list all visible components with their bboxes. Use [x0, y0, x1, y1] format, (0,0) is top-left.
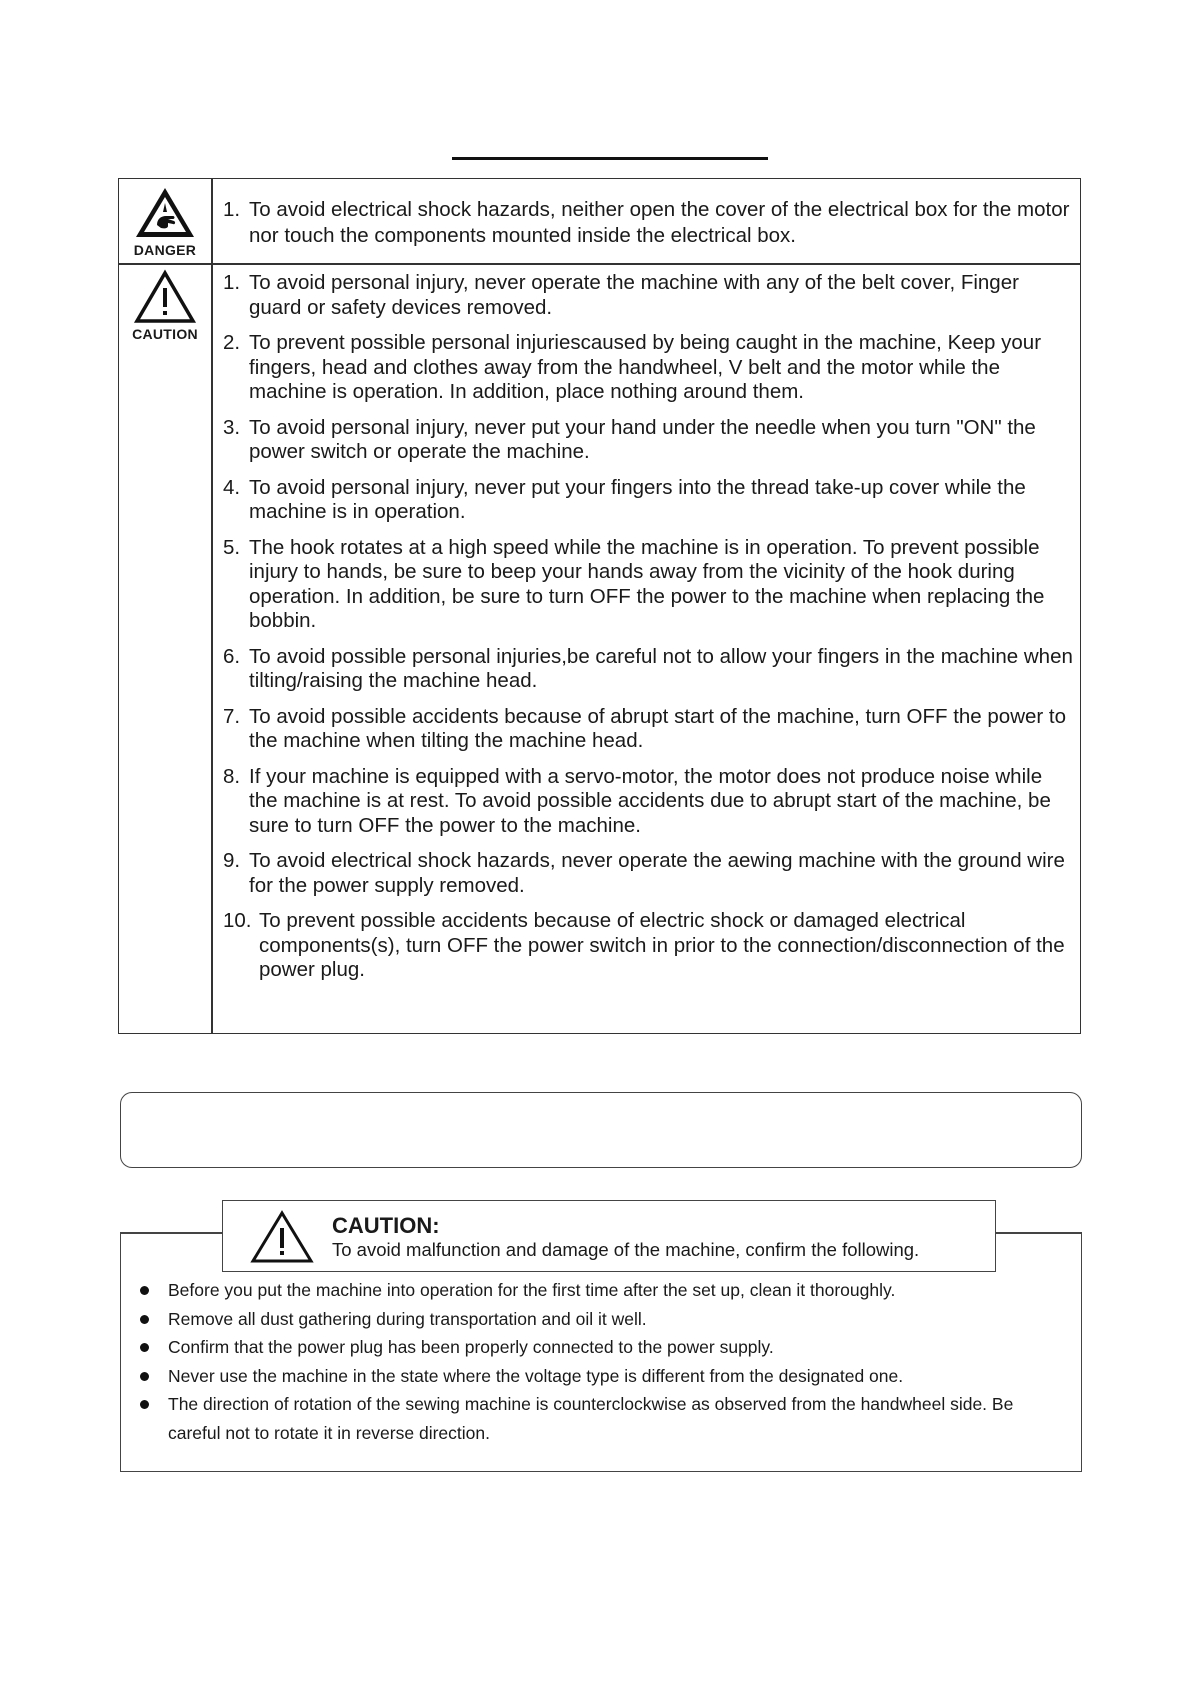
- item-text: To avoid possible personal injuries,be careful not to allow your fingers in the machine when tilting/raising the machine head.: [249, 644, 1073, 692]
- row-divider: [119, 263, 1080, 265]
- item-number: 6.: [223, 644, 241, 668]
- caution-header: [222, 1200, 996, 1272]
- column-divider: [211, 179, 213, 1033]
- item-number: 3.: [223, 415, 241, 439]
- item-text: To avoid personal injury, never put your fingers into the thread take-up cover while the machine is in operation.: [249, 475, 1026, 523]
- caution-item: [223, 645, 1075, 694]
- item-text: To prevent possible personal injuriescaused by being caught in the machine, Keep your fingers, head and clothes away from the handwheel, V belt and the motor while the machine is operation. In addition, place nothing around them.: [249, 331, 1042, 403]
- item-text: The hook rotates at a high speed while the machine is in operation. To prevent possible injury to hands, be sure to beep your hands away from the vicinity of the hook during operation. In addition, be sure to turn OFF the power to the machine when replacing the bobbin.: [249, 535, 1045, 632]
- item-number: 1.: [223, 271, 241, 294]
- item-number: 8.: [223, 764, 241, 788]
- danger-label: DANGER: [133, 242, 197, 258]
- caution-sign: [119, 269, 211, 342]
- caution-list: [223, 271, 1075, 994]
- caution-item: [223, 331, 1075, 405]
- caution-item: [223, 476, 1075, 525]
- checklist: [138, 1276, 1068, 1447]
- item-text: To avoid electrical shock hazards, neither open the cover of the electrical box for the motor nor touch the components mounted inside the electrical box.: [249, 198, 1070, 247]
- caution-subtitle: To avoid malfunction and damage of the machine, confirm the following.: [332, 1239, 920, 1260]
- item-number: 1.: [223, 198, 241, 221]
- empty-banner-box: [120, 1092, 1082, 1168]
- caution-title: CAUTION:: [332, 1213, 440, 1238]
- item-text: To avoid personal injury, never put your hand under the needle when you turn "ON" the power switch or operate the machine.: [249, 415, 1036, 463]
- danger-hand-warning-icon: [133, 185, 197, 241]
- item-text: To prevent possible accidents because of electric shock or damaged electrical components(s), turn OFF the power switch in prior to the connection/disconnection of the power plug.: [259, 909, 1065, 981]
- caution-item: [223, 909, 1075, 983]
- caution-item: [223, 849, 1075, 898]
- caution-item: [223, 416, 1075, 465]
- list-item: Never use the machine in the state where the voltage type is different from the designated one.: [138, 1362, 1068, 1391]
- caution-item: [223, 705, 1075, 754]
- item-number: 5.: [223, 535, 241, 559]
- list-item: Remove all dust gathering during transportation and oil it well.: [138, 1305, 1068, 1334]
- caution-triangle-icon: [249, 1209, 315, 1265]
- item-text: If your machine is equipped with a servo-motor, the motor does not produce noise while the machine is at rest. To avoid possible accidents due to abrupt start of the machine, be sure to turn OFF the power to the machine.: [249, 764, 1051, 837]
- caution-item: [223, 271, 1075, 320]
- safety-instructions-table: [118, 178, 1081, 1034]
- danger-sign: [119, 185, 211, 258]
- item-text: To avoid personal injury, never operate the machine with any of the belt cover, Finger guard or safety devices removed.: [249, 271, 1019, 319]
- item-text: To avoid electrical shock hazards, never operate the aewing machine with the ground wire for the power supply removed.: [249, 849, 1065, 897]
- item-number: 10.: [223, 909, 252, 932]
- box-top-border-left: [121, 1232, 225, 1234]
- item-number: 2.: [223, 331, 241, 354]
- item-text: To avoid possible accidents because of abrupt start of the machine, turn OFF the power to the machine when tilting the machine head.: [249, 704, 1067, 752]
- item-number: 4.: [223, 475, 241, 499]
- danger-item: [223, 197, 1073, 249]
- caution-triangle-icon: [133, 269, 197, 325]
- list-item: Confirm that the power plug has been properly connected to the power supply.: [138, 1333, 1068, 1362]
- caution-item: [223, 536, 1075, 634]
- list-item: The direction of rotation of the sewing machine is counterclockwise as observed from the handwheel side. Be careful not to rotate it in reverse direction.: [138, 1390, 1068, 1447]
- item-number: 7.: [223, 704, 241, 728]
- item-number: 9.: [223, 849, 241, 872]
- caution-label: CAUTION: [132, 326, 198, 342]
- list-item: Before you put the machine into operation for the first time after the set up, clean it thoroughly.: [138, 1276, 1068, 1305]
- caution-item: [223, 765, 1075, 839]
- box-top-border-right: [986, 1232, 1081, 1234]
- title-underline: [452, 157, 768, 160]
